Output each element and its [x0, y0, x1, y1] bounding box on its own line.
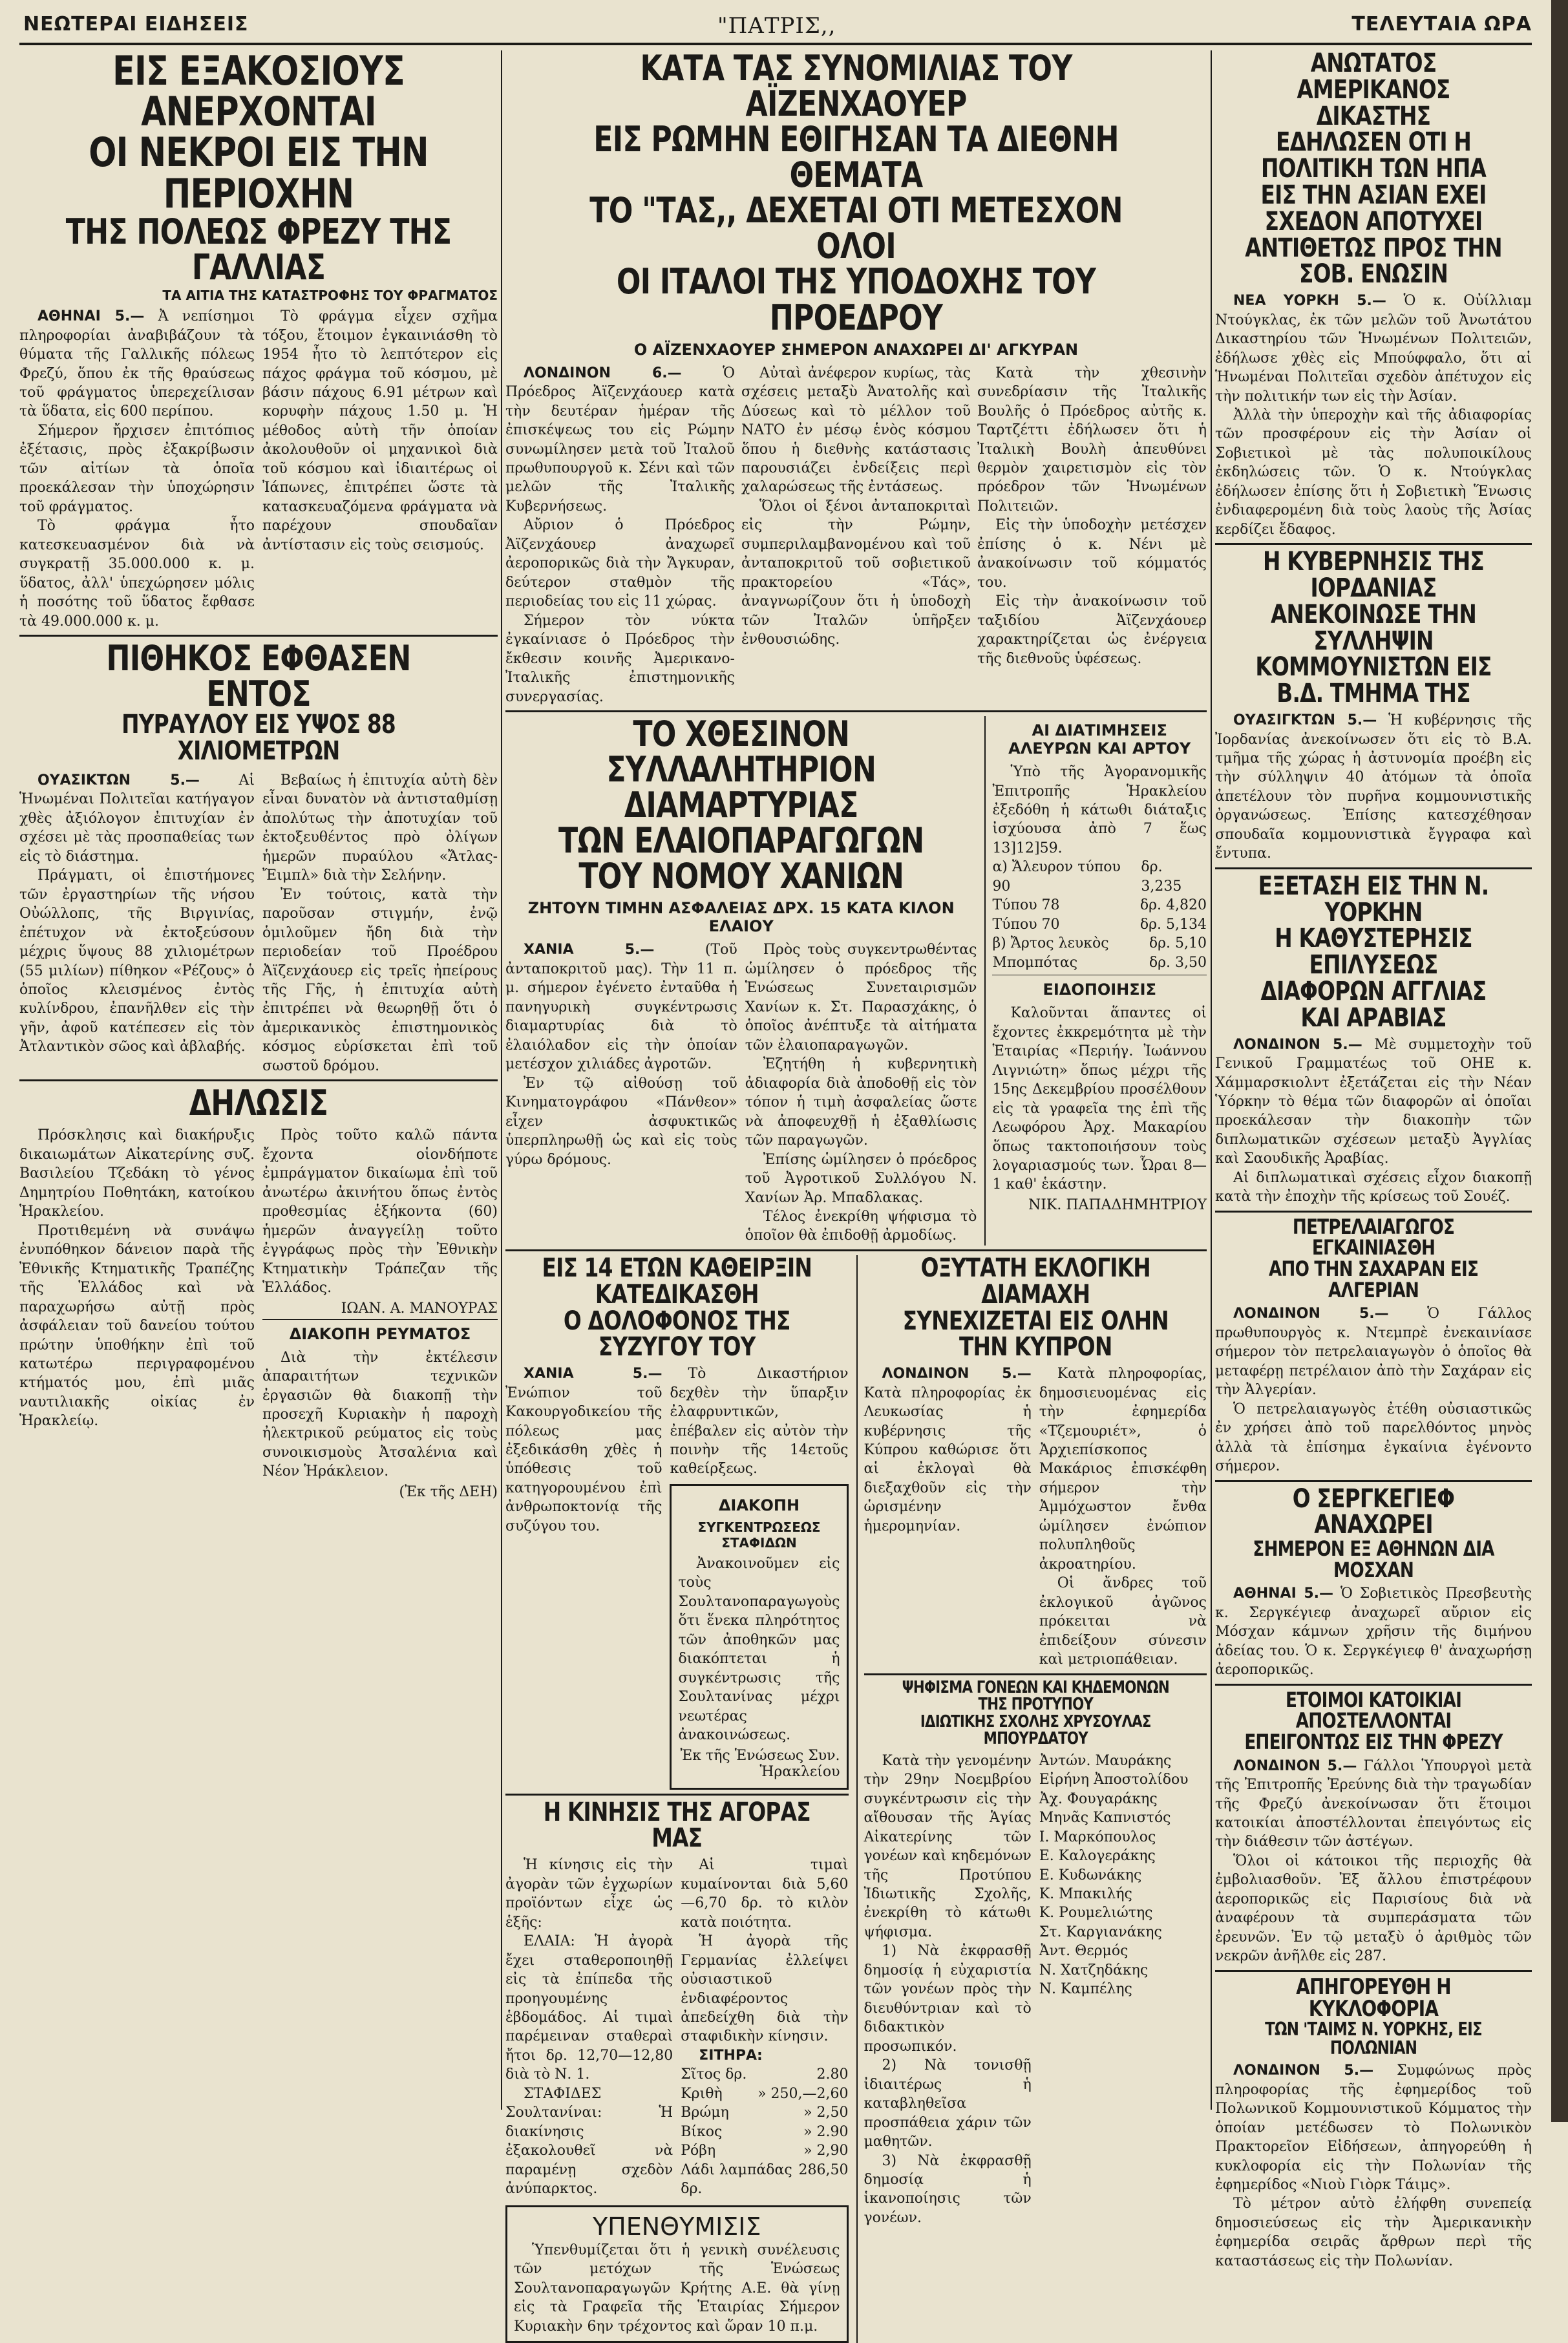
headline: ΕΔΗΛΩΣΕΝ ΟΤΙ Η ΠΟΛΙΤΙΚΗ ΤΩΝ ΗΠΑ: [1260, 127, 1487, 184]
headline: ΟΙ ΙΤΑΛΟΙ ΤΗΣ ΥΠΟΔΟΧΗΣ ΤΟΥ ΠΡΟΕΔΡΟΥ: [616, 261, 1096, 338]
article-paragraph: 1) Νὰ ἐκφρασθῇ δημοσίᾳ ἡ εὐχαριστία τῶν γονέων πρὸς τὴν διευθύντριαν καὶ τὸ διδακτικὸν προσωπικόν.: [863, 1943, 1032, 2055]
subheadline: Ο ΑΪΖΕΝΧΑΟΥΕΡ ΣΗΜΕΡΟΝ ΑΝΑΧΩΡΕΙ ΔΙ' ΑΓΚΥΡΑΝ: [633, 340, 1079, 359]
committee-member: Ε. Κυδωνάκης: [1039, 1867, 1142, 1883]
article-murder-trial: [505, 1255, 849, 1790]
column-right: [1215, 48, 1532, 2269]
article-paragraph: Αἱ Ἡνωμέναι Πολιτεῖαι κατήγαγον χθὲς ἀξιόλογον ἐπιτυχίαν ἐν σχέσει μὲ τὰς προσπαθείας των εἰς τὸ διάστημα.: [19, 772, 255, 865]
notice-title: ΥΠΕΝΘΥΜΙΣΙΣ: [592, 2212, 761, 2241]
article-paragraph: Ὁ Γάλλος πρωθυπουργὸς κ. Ντεμπρὲ ἐνεκαινίασε σήμερον τὸν πετρελαιαγωγὸν ὁ ὁποῖος θὰ μεταφέρῃ πετρέλαιον ἀπὸ τὴν Σαχάραν εἰς τὴν Ἀλγερίαν.: [1215, 1306, 1532, 1399]
dateline: ΟΥΑΣΙΚΤΩΝ 5.—: [37, 772, 200, 789]
price-row: Βρώμη » 2,50: [681, 2104, 849, 2121]
dateline: ΛΟΝΔΙΝΟΝ 5.—: [1233, 2062, 1374, 2079]
notice-signature: ΙΩΑΝ. Α. ΜΑΝΟΥΡΑΣ: [341, 1300, 498, 1317]
headline: ΑΝΕΚΟΙΝΩΣΕ ΤΗΝ ΣΥΛΛΗΨΙΝ: [1270, 599, 1477, 656]
dateline: ΛΟΝΔΙΝΟΝ 5.—: [882, 1366, 1032, 1383]
committee-member: Ἀντών. Μαυράκης: [1039, 1752, 1172, 1769]
subheadline: ΤΑ ΑΙΤΙΑ ΤΗΣ ΚΑΤΑΣΤΡΟΦΗΣ ΤΟΥ ΦΡΑΓΜΑΤΟΣ: [162, 288, 498, 304]
notice-paragraph: Προτιθεμένη νὰ συνάψω ἐνυπόθηκον δάνειον παρὰ τῆς Ἐθνικῆς Κτηματικῆς Τραπέζης τῆς Ἑλλάδος καὶ νὰ παραχωρήσω αὐτῇ πρὸς ἀσφάλειαν τοῦ δανείου τούτου πρώτην ὑποθήκην ἐπὶ τοῦ κατωτέρω περιγραφομένου κτήματός μου, ἐπὶ μιᾶς ναυτιλιακῆς οἰκίας ἐν Ἡρακλείῳ.: [19, 1222, 255, 1430]
page-binding-edge: [1551, 0, 1568, 2122]
dateline: ΛΟΝΔΙΝΟΝ 6.—: [524, 365, 682, 381]
reminder-box: [505, 2205, 849, 2343]
headline: Η ΚΥΒΕΡΝΗΣΙΣ ΤΗΣ ΙΟΡΔΑΝΙΑΣ: [1263, 547, 1484, 604]
committee-member: Ἀντ. Θερμός: [1039, 1943, 1128, 1960]
article-us-judge: [1215, 50, 1532, 539]
article-paragraph: Τέλος ἐνεκρίθη ψήφισμα τὸ ὁποῖον θὰ ἐπιδοθῇ ἀρμοδίως.: [745, 1209, 977, 1244]
price-row: α) Ἄλευρον τύπου 90 δρ. 3,235: [992, 859, 1182, 895]
committee-member: Ν. Χατζηδάκης: [1039, 1962, 1149, 1978]
price-list: [681, 2065, 848, 2198]
notice-title: ΔΗΛΩΣΙΣ: [189, 1083, 328, 1124]
article-paragraph: Ἀλλὰ τὴν ὑπεροχὴν καὶ τῆς ἀδιαφορίας τῶν προσφέρουν εἰς τὴν Ἀσίαν οἱ Σοβιετικοὶ μὲ τὰς πολυποικίλους ἐκδηλώσεις τῶν. Ὁ κ. Ντούγκλας ἐδήλωσεν ἐπίσης ὅτι ἡ Σοβιετικὴ Ἕνωσις ἐνδιαφερομένη διὰ τοὺς λαοὺς τῆς Ἀσίας κερδίζει ἔδαφος.: [1215, 407, 1532, 538]
article-paragraph: Πράγματι, οἱ ἐπιστήμονες τῶν ἐργαστηρίων τῆς νήσου Οὐώλλοπς, τῆς Βιργινίας, ἐπέτυχον νὰ ἐκτοξεύσουν μέχρις ὕψους 88 χιλιομέτρων (55 μιλίων) πίθηκον «Ρέζους» ὁ ὁποῖος κλεισμένος ἐντὸς κυλίνδρου, ἐπανῆλθεν εἰς τὴν γῆν, ἀφοῦ κατέπεσεν εἰς τὸν Ἀτλαντικὸν σῶος καὶ ἀβλαβής.: [19, 867, 255, 1055]
headline: ΤΗΣ ΠΟΛΕΩΣ ΦΡΕΖΥ ΤΗΣ ΓΑΛΛΙΑΣ: [65, 211, 452, 288]
newspaper-page: [19, 9, 1532, 2335]
article-khania-protest: [505, 716, 977, 1246]
article-paragraph: Μὲ συμμετοχὴν τοῦ Γενικοῦ Γραμματέως τοῦ ΟΗΕ κ. Χάμμαρσκιολντ ἐξετάζεται εἰς τὴν Νέαν Ὑόρκην τὸ θέμα τῶν διαφορῶν αἱ ὁποῖαι προεκάλεσαν τὴν διακοπὴν τῶν διπλωματικῶν σχέσεων μεταξὺ Ἀγγλίας καὶ Σαουδικῆς Ἀραβίας.: [1215, 1036, 1532, 1167]
dateline: ΧΑΝΙΑ 5.—: [524, 1366, 662, 1383]
headline: ΑΠΗΓΟΡΕΥΘΗ Η ΚΥΚΛΟΦΟΡΙΑ: [1296, 1973, 1451, 2022]
article-paragraph: Ἡ κίνησις εἰς τὴν ἀγορὰν τῶν ἐγχωρίων προϊόντων εἶχε ὡς ἑξῆς:: [505, 1857, 673, 1931]
newspaper-name: "ΠΑΤΡΙΣ,,: [717, 13, 836, 39]
headline: ΟΞΥΤΑΤΗ ΕΚΛΟΓΙΚΗ ΔΙΑΜΑΧΗ: [920, 1253, 1150, 1309]
article-paragraph: 2) Νὰ τονισθῇ ἰδιαιτέρως ἡ καταβληθεῖσα προσπάθεια χάριν τῶν μαθητῶν.: [863, 2057, 1032, 2150]
dateline: ΑΘΗΝΑΙ 5.—: [37, 308, 145, 325]
article-paragraph: Κατὰ τὴν γενομένην τὴν 29ην Νοεμβρίου συγκέντρωσιν εἰς τὴν αἴθουσαν τῆς Ἁγίας Αἰκατερίνης τῶν γονέων καὶ κηδεμόνων τῆς Προτύπου Ἰδιωτικῆς Σχολῆς, ἐνεκρίθη τὸ κάτωθι ψήφισμα.: [863, 1752, 1032, 1940]
article-paragraph: Τὸ μέτρον αὐτὸ ἐλήφθη συνεπείᾳ δημοσιεύσεως εἰς τὴν Ἀμερικανικὴν ἐφημερίδα σειρᾶς ἄρθρων περὶ τῆς καταστάσεως εἰς τὴν Πολωνίαν.: [1215, 2196, 1532, 2269]
article-paragraph: Ὅλοι οἱ ξένοι ἀνταποκριταὶ εἰς τὴν Ρώμην, συμπεριλαμβανομένου καὶ τοῦ ἀνταποκριτοῦ τοῦ σοβιετικοῦ πρακτορείου «Τάς», ἀναγνωρίζουν ὅτι ἡ ὑποδοχὴ τῶν Ἰταλῶν ὑπῆρξεν ἐνθουσιώδης.: [741, 498, 971, 648]
price-row: Μπομπότας δρ. 3,50: [992, 954, 1207, 971]
headline: ΣΥΝΕΧΙΖΕΤΑΙ ΕΙΣ ΟΛΗΝ ΤΗΝ ΚΥΠΡΟΝ: [902, 1306, 1169, 1362]
price-row: Ρόβη » 2,90: [681, 2143, 849, 2159]
article-paragraph: (Τοῦ ἀνταποκριτοῦ μας). Τὴν 11 π. μ. σήμερον ἐγένετο ἐνταῦθα ἡ πανηγυρικὴ συγκέντρωσις διαμαρτυρίας διὰ τὸ ἐλαιόλαδον εἰς τὴν ὁποίαν μετέσχον χιλιάδες ἀγροτῶν.: [505, 942, 737, 1073]
headline: ΕΙΣ ΡΩΜΗΝ ΕΘΙΓΗΣΑΝ ΤΑ ΔΙΕΘΝΗ ΘΕΜΑΤΑ: [593, 119, 1119, 196]
notice-signature: Ἐκ τῆς Ἑνώσεως Συν. Ἡρακλείου: [680, 1747, 840, 1780]
notice-paragraph: Πρὸς τοῦτο καλῶ πάντα ἔχοντα οἱονδήποτε ἐμπράγματον δικαίωμα ἐπὶ τοῦ ἀνωτέρω ἀκινήτου ὅπως ἐντὸς προθεσμίας ἑξήκοντα (60) ἡμερῶν ἀναγγείλῃ τοῦτο ἐγγράφως πρὸς τὴν Ἐθνικὴν Κτηματικὴν Τράπεζαν τῆς Ἑλλάδος.: [262, 1127, 498, 1297]
article-nyt-poland: [1215, 1973, 1532, 2271]
price-list: [992, 858, 1207, 972]
article-paragraph: Ἐπίσης ὡμίλησεν ὁ πρόεδρος τοῦ Ἀγροτικοῦ Συλλόγου Ν. Χανίων Ἀρ. Μπαδλακας.: [745, 1151, 977, 1206]
article-paragraph: Εἰς τὴν ἀνακοίνωσιν τοῦ ταξιδίου Ἀϊζενχάουερ χαρακτηρίζεται ὡς ἐνέργεια τῆς διεθνοῦς ὑφέσεως.: [977, 593, 1207, 667]
dateline: ΧΑΝΙΑ 5.—: [524, 942, 655, 959]
price-row: Λάδι λαμπάδας δρ. 286,50: [681, 2161, 849, 2198]
dateline: ΑΘΗΝΑΙ 5.—: [1233, 1585, 1334, 1602]
headline: ΑΝΩΤΑΤΟΣ ΑΜΕΡΙΚΑΝΟΣ ΔΙΚΑΣΤΗΣ: [1297, 48, 1450, 131]
notice-paragraph: Καλοῦνται ἅπαντες οἱ ἔχοντες ἐκκρεμότητα μὲ τὴν Ἑταιρίας «Περιήγ. Ἰωάννου Λιγνιώτη» ὅπως μέχρι τῆς 15ης Δεκεμβρίου προσέλθουν εἰς τὰ γραφεῖα της ἐπὶ τῆς Λεωφόρου Ἀρχ. Μακαρίου ὅπως τακτοποιήσουν τοὺς λογαριασμούς των. Ὧραι 8—1 καθ' ἑκάστην.: [992, 1005, 1207, 1193]
article-paragraph: Ὁ πετρελαιαγωγὸς ἐτέθη οὐσιαστικῶς ἐν χρήσει ἀπὸ τοῦ παρελθόντος μηνὸς ἀλλὰ τὰ ἐπίσημα ἐγκαίνια ἐγένοντο σήμερον.: [1215, 1401, 1532, 1475]
section-label-right: ΤΕΛΕΥΤΑΙΑ ΩΡΑ: [1351, 13, 1532, 36]
headline: Η ΚΙΝΗΣΙΣ ΤΗΣ ΑΓΟΡΑΣ ΜΑΣ: [543, 1797, 810, 1854]
article-paragraph: Ὑπὸ τῆς Ἀγορανομικῆς Ἐπιτροπῆς Ἡρακλείου ἐξεδόθη ἡ κάτωθι διάταξις ἰσχύουσα ἀπὸ 7 ἕως 13]12]59.: [992, 764, 1207, 856]
notice-box: [670, 1484, 848, 1790]
section-label-left: ΝΕΩΤΕΡΑΙ ΕΙΔΗΣΕΙΣ: [23, 13, 249, 36]
article-paragraph: Τὸ φράγμα ἦτο κατεσκευασμένον διὰ νὰ συγκρατῇ 35.000.000 κ. μ. ὕδατος, ἀλλ' ὑπεχώρησεν μόλις ἡ ποσότης τοῦ ὕδατος ἔφθασε τὰ 49.000.000 κ. μ.: [19, 518, 255, 630]
headline: Ο ΣΕΡΓΚΕΓΙΕΦ ΑΝΑΧΩΡΕΙ: [1292, 1483, 1455, 1540]
article-pipeline: [1215, 1216, 1532, 1476]
article-paragraph: Ἐν τούτοις, κατὰ τὴν παροῦσαν στιγμήν, ἐνῷ ὁμιλοῦμεν ἤδη διὰ τὴν περιοδείαν τοῦ Προέδρου Ἀϊζενχάουερ εἰς τρεῖς ἠπείρους τῆς Γῆς, ἡ ἐπιτυχία αὐτὴ ἐπιτρέπει νὰ θεωρηθῇ ὅτι ὁ ἀμερικανικὸς ἐπιστημονικὸς κόσμος εὑρίσκεται ἐπὶ τοῦ σωστοῦ δρόμου.: [262, 886, 498, 1074]
article-paragraph: 3) Νὰ ἐκφρασθῇ δημοσίᾳ ἡ ἱκανοποίησις τῶν γονέων.: [863, 2152, 1032, 2226]
committee-list: [1039, 1752, 1207, 2228]
headline: ΙΔΙΩΤΙΚΗΣ ΣΧΟΛΗΣ ΧΡΥΣΟΥΛΑΣ ΜΠΟΥΡΔΑΤΟΥ: [920, 1712, 1151, 1749]
price-row: β) Ἄρτος λευκὸς δρ. 5,10: [992, 935, 1207, 952]
price-row: Σῖτος δρ. 2.80: [681, 2066, 849, 2083]
notice-signature: (Ἐκ τῆς ΔΕΗ): [399, 1483, 498, 1500]
committee-member: Ε. Καλογεράκης: [1039, 1848, 1156, 1865]
headline: ΔΙΑΦΟΡΩΝ ΑΓΓΛΙΑΣ ΚΑΙ ΑΡΑΒΙΑΣ: [1260, 976, 1487, 1033]
headline: ΤΩΝ 'ΤΑΙΜΣ Ν. ΥΟΡΚΗΣ, ΕΙΣ ΠΟΛΩΝΙΑΝ: [1265, 2019, 1482, 2059]
masthead: [19, 9, 1532, 45]
headline: ΤΩΝ ΕΛΑΙΟΠΑΡΑΓΩΓΩΝ ΤΟΥ ΝΟΜΟΥ ΧΑΝΙΩΝ: [558, 820, 924, 897]
article-paragraph: Κατὰ τὴν χθεσινὴν συνεδρίασιν τῆς Ἰταλικῆς Βουλῆς ὁ Πρόεδρος αὐτῆς κ. Ταρτζέττι ἐδήλωσεν ὅτι ἡ Ἰταλικὴ Βουλὴ ἀπευθύνει θερμὸν χαιρετισμὸν εἰς τὸν πρόεδρον τῶν Ἡνωμένων Πολιτειῶν.: [977, 365, 1207, 514]
dateline: ΟΥΑΣΙΓΚΤΩΝ 5.—: [1233, 712, 1377, 729]
notice-title: ΔΙΑΚΟΠΗ: [718, 1496, 800, 1514]
committee-member: Ἀχ. Φουγαράκης: [1039, 1790, 1158, 1807]
notice-signature: ΝΙΚ. ΠΑΠΑΔΗΜΗΤΡΙΟΥ: [1028, 1196, 1207, 1213]
article-paragraph: Αὔριον ὁ Πρόεδρος Ἀϊζενχάουερ ἀναχωρεῖ ἀεροπορικῶς διὰ τὴν Ἄγκυραν, δεύτερον σταθμὸν τῆς περιοδείας του εἰς 11 χώρας.: [505, 517, 735, 610]
article-jordan: [1215, 549, 1532, 864]
article-new-york: [1215, 873, 1532, 1207]
column-left: [19, 47, 498, 2110]
subheadline: ΖΗΤΟΥΝ ΤΙΜΗΝ ΑΣΦΑΛΕΙΑΣ ΔΡΧ. 15 ΚΑΤΑ ΚΙΛΟΝ ΕΛΑΙΟΥ: [527, 899, 955, 936]
article-paragraph: Κατὰ πληροφορίας ἐκ Λευκωσίας ἡ κυβέρνησις τῆς Κύπρου καθώρισε ὅτι αἱ ἐκλογαὶ θὰ διεξαχθοῦν εἰς τὴν ὡρισμένην ἡμερομηνίαν.: [863, 1384, 1032, 1534]
article-paragraph: Ἐνώπιον τοῦ Κακουργοδικείου τῆς πόλεως μας ἐξεδικάσθη χθὲς ἡ ὑπόθεσις τοῦ κατηγορουμένου ἐπὶ ἀνθρωποκτονίᾳ τῆς συζύγου του.: [505, 1384, 662, 1534]
article-paragraph: Ὁ κ. Οὐίλλιαμ Ντούγκλας, ἐκ τῶν μελῶν τοῦ Ἀνωτάτου Δικαστηρίου τῶν Ἡνωμένων Πολιτειῶν, ἐδήλωσε χθὲς εἰς Μπούφφαλο, ὅτι αἱ Ἡνωμέναι Πολιτεῖαι σχεδὸν ἀπέτυχον εἰς τὴν πολιτικήν των εἰς τὴν Ἀσίαν.: [1215, 293, 1532, 405]
article-paragraph: Ἐν τῷ αἰθούσῃ τοῦ Κινηματογράφου «Πάνθεον» εἶχεν ἀσφυκτικῶς ὑπερπληρωθῇ ὡς καὶ εἰς τοὺς γύρω δρόμους.: [505, 1075, 737, 1168]
headline: ΚΑΤΑ ΤΑΣ ΣΥΝΟΜΙΛΙΑΣ ΤΟΥ ΑΪΖΕΝΧΑΟΥΕΡ: [640, 48, 1072, 125]
dateline: ΛΟΝΔΙΝΟΝ 5.—: [1233, 1306, 1389, 1322]
committee-member: Κ. Μπακιλής: [1039, 1885, 1132, 1902]
headline: ΕΞΕΤΑΣΗ ΕΙΣ ΤΗΝ Ν. ΥΟΡΚΗΝ: [1258, 871, 1489, 928]
headline: ΠΕΤΡΕΛΑΙΑΓΩΓΟΣ ΕΓΚΑΙΝΙΑΣΘΗ: [1292, 1214, 1455, 1260]
notice-paragraph: Πρόσκλησις καὶ διακήρυξις δικαιωμάτων Αἰκατερίνης συζ. Βασιλείου Τζεδάκη τὸ γένος Δημητρίου Ποθητάκη, κατοίκου Ἡρακλείου.: [19, 1127, 255, 1220]
price-row: Βίκος » 2.90: [681, 2123, 849, 2140]
article-eisenhower: [505, 50, 1207, 706]
article-paragraph: Συμφώνως πρὸς πληροφορίας τῆς ἐφημερίδος τοῦ Πολωνικοῦ Κομμουνιστικοῦ Κόμματος τὴν ὁποίαν μετέδωσεν τὸ Πολωνικὸν Πρακτορεῖον Εἰδήσεων, ἀπηγορεύθη ἡ κυκλοφορία εἰς τὴν Πολωνίαν τῆς ἐφημερίδος «Νιοὺ Γιὸρκ Τάιμς».: [1215, 2062, 1532, 2193]
article-paragraph: Σήμερον τὸν νύκτα ἐγκαίνιασε ὁ Πρόεδρος τὴν ἔκθεσιν κοινῆς Ἀμερικανο-Ἰταλικῆς ἐπιστημονικῆς συνεργασίας.: [505, 612, 735, 705]
headline: ΕΙΣ ΤΗΝ ΑΣΙΑΝ ΕΧΕΙ ΣΧΕΔΟΝ ΑΠΟΤΥΧΕΙ: [1260, 180, 1487, 237]
headline: ΕΙΣ ΕΞΑΚΟΣΙΟΥΣ ΑΝΕΡΧΟΝΤΑΙ: [112, 47, 405, 136]
headline: ΟΙ ΝΕΚΡΟΙ ΕΙΣ ΤΗΝ ΠΕΡΙΟΧΗΝ: [89, 129, 429, 217]
headline: ΣΗΜΕΡΟΝ ΕΞ ΑΘΗΝΩΝ ΔΙΑ ΜΟΣΧΑΝ: [1253, 1536, 1494, 1582]
article-paragraph: Εἰς τὴν ὑποδοχὴν μετέσχεν ἐπίσης ὁ κ. Νένι μὲ ἀνακοίνωσιν τοῦ κόμματός του.: [977, 517, 1207, 591]
committee-member: Ν. Καμπέλης: [1039, 1981, 1132, 1998]
headline: ΨΗΦΙΣΜΑ ΓΟΝΕΩΝ ΚΑΙ ΚΗΔΕΜΟΝΩΝ ΤΗΣ ΠΡΟΤΥΠΟΥ: [902, 1677, 1169, 1715]
article-paragraph: Ἡ κυβέρνησις τῆς Ἰορδανίας ἀνεκοίνωσεν ὅτι εἰς τὸ Β.Α. τμῆμα τῆς χώρας ἡ ἀστυνομία προέβη εἰς τὴν σύλληψιν 40 ἀτόμων τὰ ὁποῖα ἀπετέλουν τὸν πυρῆνα κομμουνιστικῆς ὀργανώσεως. Ἐπίσης κατεσχέθησαν σπουδαῖα κομμουνιστικὰ ἔγγραφα καὶ ἔντυπα.: [1215, 712, 1532, 862]
dateline: ΛΟΝΔΙΝΟΝ 5.—: [1233, 1036, 1362, 1053]
article-paragraph: Γάλλοι Ὑπουργοὶ μετὰ τῆς Ἐπιτροπῆς Ἐρεύνης διὰ τὴν τραγωδίαν τῆς Φρεζύ ἀνεκοίνωσαν ὅτι ἕτοιμοι κατοικίαι ἀποστέλλονται ἐπειγόντως εἰς τὴν διάθεσιν τῶν ἀστέγων.: [1215, 1757, 1532, 1850]
article-paragraph: Αἱ διπλωματικαὶ σχέσεις εἶχον διακοπῇ κατὰ τὴν ἐποχὴν τῆς κρίσεως τοῦ Σουέζ.: [1215, 1169, 1532, 1205]
article-fresno-housing: [1215, 1687, 1532, 1966]
article-paragraph: Αἱ τιμαὶ κυμαίνονται διὰ 5,60—6,70 δρ. τὸ κιλὸν κατὰ ποιότητα.: [681, 1857, 849, 1931]
article-paragraph: Ἐζητήθη ἡ κυβερνητικὴ ἀδιαφορία διὰ ἀποδοθῇ εἰς τὸν τόπον ἡ τιμὴ ἀσφαλείας ὥστε νὰ ἀποφευχθῇ ἡ ἐξαθλίωσις τῶν παραγωγῶν.: [745, 1056, 977, 1149]
article-monkey: [19, 638, 498, 1076]
price-row: Τύπου 78 δρ. 4,820: [992, 897, 1207, 914]
article-sergeev: [1215, 1483, 1532, 1680]
headline: ΠΥΡΑΥΛΟΥ ΕΙΣ ΥΨΟΣ 88 ΧΙΛΙΟΜΕΤΡΩΝ: [122, 710, 396, 767]
headline: ΕΙΣ 14 ΕΤΩΝ ΚΑΘΕΙΡΞΙΝ ΚΑΤΕΔΙΚΑΣΘΗ: [542, 1253, 812, 1309]
notice-title: ΕΙΔΟΠΟΙΗΣΙΣ: [1043, 981, 1156, 999]
article-paragraph: ΣΙΤΗΡΑ:: [699, 2047, 763, 2064]
article-paragraph: Πρὸς τοὺς συγκεντρωθέντας ὡμίλησεν ὁ πρόεδρος τῆς Ἑνώσεως Συνεταιρισμῶν Χανίων κ. Στ. Παρασχάκης, ὁ ὁποῖος ἀνέπτυξε τὰ αἰτήματα τῶν ἐλαιοπαραγωγῶν.: [745, 942, 977, 1054]
headline: ΤΟ "ΤΑΣ,, ΔΕΧΕΤΑΙ ΟΤΙ ΜΕΤΕΣΧΟΝ ΟΛΟΙ: [589, 190, 1123, 267]
article-paragraph: ΕΛΑΙΑ: Ἡ ἀγορὰ ἔχει σταθεροποιηθῇ εἰς τὰ ἐπίπεδα τῆς προηγουμένης ἑβδομάδος. Αἱ τιμαὶ παρέμειναν σταθεραὶ ἤτοι δρ. 12,70—12,80 διὰ τὸ Ν. 1.: [505, 1933, 673, 2083]
article-paragraph: Ὅλοι οἱ κάτοικοι τῆς περιοχῆς θὰ ἐμβολιασθοῦν. Ἐξ ἄλλου ἐπιστρέφουν ἀεροπορικῶς εἰς Παρισίους διὰ νὰ ἀναφέρουν τὰ συμπεράσματα τῶν ἐρευνῶν. Ἐν τῷ μεταξὺ ὁ ἀριθμὸς τῶν νεκρῶν ἀνῆλθε εἰς 287.: [1215, 1852, 1532, 1965]
headline: ΠΙΘΗΚΟΣ ΕΦΘΑΣΕΝ ΕΝΤΟΣ: [106, 638, 411, 715]
committee-member: Κ. Ρουμελιώτης: [1039, 1905, 1153, 1922]
dateline: ΛΟΝΔΙΝΟΝ 5.—: [1233, 1757, 1357, 1774]
column-rule: [501, 50, 502, 2110]
dateline: ΝΕΑ ΥΟΡΚΗ 5.—: [1233, 293, 1386, 310]
column-rule: [1211, 50, 1212, 2110]
article-fresno: [19, 47, 498, 631]
article-paragraph: Ὁ Πρόεδρος Ἀϊζενχάουερ κατὰ τὴν δευτέραν ἡμέραν τῆς ἐπισκέψεως του εἰς Ρώμην συνωμίλησεν μετὰ τοῦ Ἰταλοῦ πρωθυπουργοῦ κ. Σένι καὶ τῶν μελῶν τῆς Ἰταλικῆς Κυβερνήσεως.: [505, 365, 736, 514]
column-center: [505, 48, 1207, 2335]
notice-paragraph: Ἀνακοινοῦμεν εἰς τοὺς Σουλτανοπαραγωγοὺς ὅτι ἕνεκα πληρότητος τῶν ἀποθηκῶν μας διακόπτεται ἡ συγκέντρωσις τῆς Σουλτανίνας μέχρι νεωτέρας ἀνακοινώσεως.: [678, 1555, 840, 1744]
committee-member: Ι. Μαρκόπουλος: [1039, 1829, 1156, 1845]
price-row: Κριθὴ » 250,—2,60: [681, 2085, 849, 2102]
committee-member: Στ. Καργιανάκης: [1039, 1924, 1162, 1940]
article-paragraph: Τὸ φράγμα εἶχεν σχῆμα τόξου, ἕτοιμον ἐγκαινιάσθη τὸ 1954 ἦτο τὸ λεπτότερον εἰς πάχος φράγμα τοῦ κόσμου, μὲ βάσιν πάχους 6.91 μέτρων καὶ κορυφὴν πάχους 1.50 μ. Ἡ μέθοδος αὐτὴ τῆν ὁποίαν ἀκολουθοῦν οἱ μηχανικοὶ διὰ τοῦ κόσμου καὶ ἰδιαιτέρως οἱ Ἰάπωνες, ἐπιτρέπει ὥστε τὰ κατασκευαζόμενα φράγματα νὰ παρέχουν σπουδαῖαν ἀντίστασιν εἰς τοὺς σεισμούς.: [262, 308, 498, 553]
article-paragraph: Ἡ ἀγορὰ τῆς Γερμανίας ἐλλείψει οὐσιαστικοῦ ἐνδιαφέροντος ἀπεδείχθη διὰ τὴν σταφιδικὴν κίνησιν.: [681, 1933, 849, 2045]
headline: Ο ΔΟΛΟΦΟΝΟΣ ΤΗΣ ΣΥΖΥΓΟΥ ΤΟΥ: [563, 1306, 790, 1362]
headline: ΚΟΜΜΟΥΝΙΣΤΩΝ ΕΙΣ Β.Δ. ΤΜΗΜΑ ΤΗΣ: [1255, 652, 1492, 709]
legal-notices: [19, 1085, 498, 1503]
article-paragraph: ΣΤΑΦΙΔΕΣ Σουλτανίναι: Ἡ διακίνησις ἐξακολουθεῖ νὰ παραμένῃ σχεδὸν ἀνύπαρκτος.: [505, 2085, 673, 2198]
article-paragraph: Βεβαίως ἡ ἐπιτυχία αὐτὴ δὲν εἶναι δυνατὸν νὰ ἀντισταθμίσῃ ἀπολύτως τὴν ἀποτυχίαν τοῦ ἐκτοξευθέντος πρὸ ὀλίγων ἡμερῶν πυραύλου «Ἄτλας-Ἔιμπλ» διὰ τὴν Σελήνην.: [262, 772, 498, 884]
article-paragraph: Ὁ Σοβιετικὸς Πρεσβευτὴς κ. Σεργκέγιεφ ἀναχωρεῖ αὔριον εἰς Μόσχαν κάμνων χρῆσιν τῆς διμήνου ἀδείας του. Ὁ κ. Σεργκέγιεφ θ' ἀναχωρήσῃ ἀεροπορικῶς.: [1215, 1585, 1532, 1679]
article-title: ΑΙ ΔΙΑΤΙΜΗΣΕΙΣ ΑΛΕΥΡΩΝ ΚΑΙ ΑΡΤΟΥ: [1008, 721, 1191, 758]
article-paragraph: Αὐταὶ ἀνέφερον κυρίως, τὰς σχέσεις μεταξὺ Ἀνατολῆς καὶ Δύσεως καὶ τὸ μέλλον τοῦ ΝΑΤΟ ἐν μέσῳ ἑνὸς κόσμου ὅπου ἡ διεθνὴς κατάστασις παρουσιάζει ἐνδείξεις περὶ χαλαρώσεως τῆς ἐντάσεως.: [741, 365, 971, 496]
headline: ΕΤΟΙΜΟΙ ΚΑΤΟΙΚΙΑΙ ΑΠΟΣΤΕΛΛΟΝΤΑΙ: [1285, 1687, 1462, 1733]
headline: Η ΚΑΘΥΣΤΕΡΗΣΙΣ ΕΠΙΛΥΣΕΩΣ: [1275, 924, 1472, 981]
article-market: [505, 1799, 849, 2199]
committee-member: Εἰρήνη Ἀποστολίδου: [1039, 1772, 1189, 1788]
article-cyprus: [864, 1255, 1207, 1670]
article-paragraph: Τὸ Δικαστήριον δεχθὲν τὴν ὕπαρξιν ἐλαφρυντικῶν, ἐπέβαλεν εἰς αὐτὸν τὴν ποινὴν τῆς 14ετοῦς καθείρξεως.: [670, 1366, 849, 1478]
headline: ΑΠΟ ΤΗΝ ΣΑΧΑΡΑΝ ΕΙΣ ΑΛΓΕΡΙΑΝ: [1268, 1256, 1479, 1302]
article-paragraph: Κατὰ πληροφορίας, δημοσιευομένας εἰς τὴν ἐφημερίδα «Τζεμουριέτ», ὁ Ἀρχιεπίσκοπος Μακάριος ἐπισκέφθη σήμερον τὴν Ἀμμόχωστον ἔνθα ὡμίλησεν ἐνώπιον πολυπληθοῦς ἀκροατηρίου.: [1039, 1366, 1207, 1573]
price-row: Τύπου 70 δρ. 5,134: [992, 916, 1207, 933]
article-bread-prices: [984, 716, 1207, 1246]
article-paragraph: Ἀ νεπίσημοι πληροφορίαι ἀναβιβάζουν τὰ θύματα τῆς Γαλλικῆς πόλεως Φρεζύ, ὅπου ἐκ τῆς θραύσεως τοῦ φράγματος ὑπερεχείλισαν τὰ ὕδατα, εἰς 600 περίπου.: [19, 308, 255, 420]
article-paragraph: Οἱ ἄνδρες τοῦ ἐκλογικοῦ ἀγῶνος πρόκειται νὰ ἐπιδείξουν σύνεσιν καὶ μετριοπάθειαν.: [1039, 1575, 1207, 1668]
headline: ΤΟ ΧΘΕΣΙΝΟΝ ΣΥΛΛΑΛΗΤΗΡΙΟΝ ΔΙΑΜΑΡΤΥΡΙΑΣ: [606, 714, 876, 826]
committee-member: Μηνᾶς Καπνιστός: [1039, 1810, 1171, 1827]
notice-paragraph: Διὰ τὴν ἐκτέλεσιν ἀπαραιτήτων τεχνικῶν ἐργασιῶν θὰ διακοπῇ τὴν προσεχῆ Κυριακὴν ἡ παροχὴ ἠλεκτρικοῦ ρεύματος εἰς τοὺς συνοικισμοὺς Ἀτσαλένια καὶ Νέον Ἡράκλειον.: [262, 1349, 498, 1480]
notice-paragraph: Ὑπενθυμίζεται ὅτι ἡ γενικὴ συνέλευσις τῶν μετόχων τῆς Ἑνώσεως Σουλτανοπαραγωγῶν Κρήτης Α.Ε. θὰ γίνῃ εἰς τὰ Γραφεῖα τῆς Ἑταιρίας Σήμερον Κυριακὴν 6ην τρέχοντος καὶ ὥραν 10 π.μ.: [514, 2242, 840, 2335]
article-paragraph: Σήμερον ἤρχισεν ἐπιτόπιος ἐξέτασις, πρὸς ἐξακρίβωσιν τῶν αἰτίων τὰ ὁποῖα προεκάλεσαν τὴν ὑποχώρησιν τοῦ φράγματος.: [19, 422, 255, 515]
notice-subtitle: ΣΥΓΚΕΝΤΡΩΣΕΩΣ ΣΤΑΦΙΔΩΝ: [697, 1519, 821, 1551]
notice-title: ΔΙΑΚΟΠΗ ΡΕΥΜΑΤΟΣ: [289, 1324, 471, 1343]
article-school-resolution: [864, 1679, 1207, 2228]
headline: ΕΠΕΙΓΟΝΤΩΣ ΕΙΣ ΤΗΝ ΦΡΕΖΥ: [1244, 1729, 1503, 1754]
headline: ΑΝΤΙΘΕΤΩΣ ΠΡΟΣ ΤΗΝ ΣΟΒ. ΕΝΩΣΙΝ: [1245, 233, 1502, 290]
